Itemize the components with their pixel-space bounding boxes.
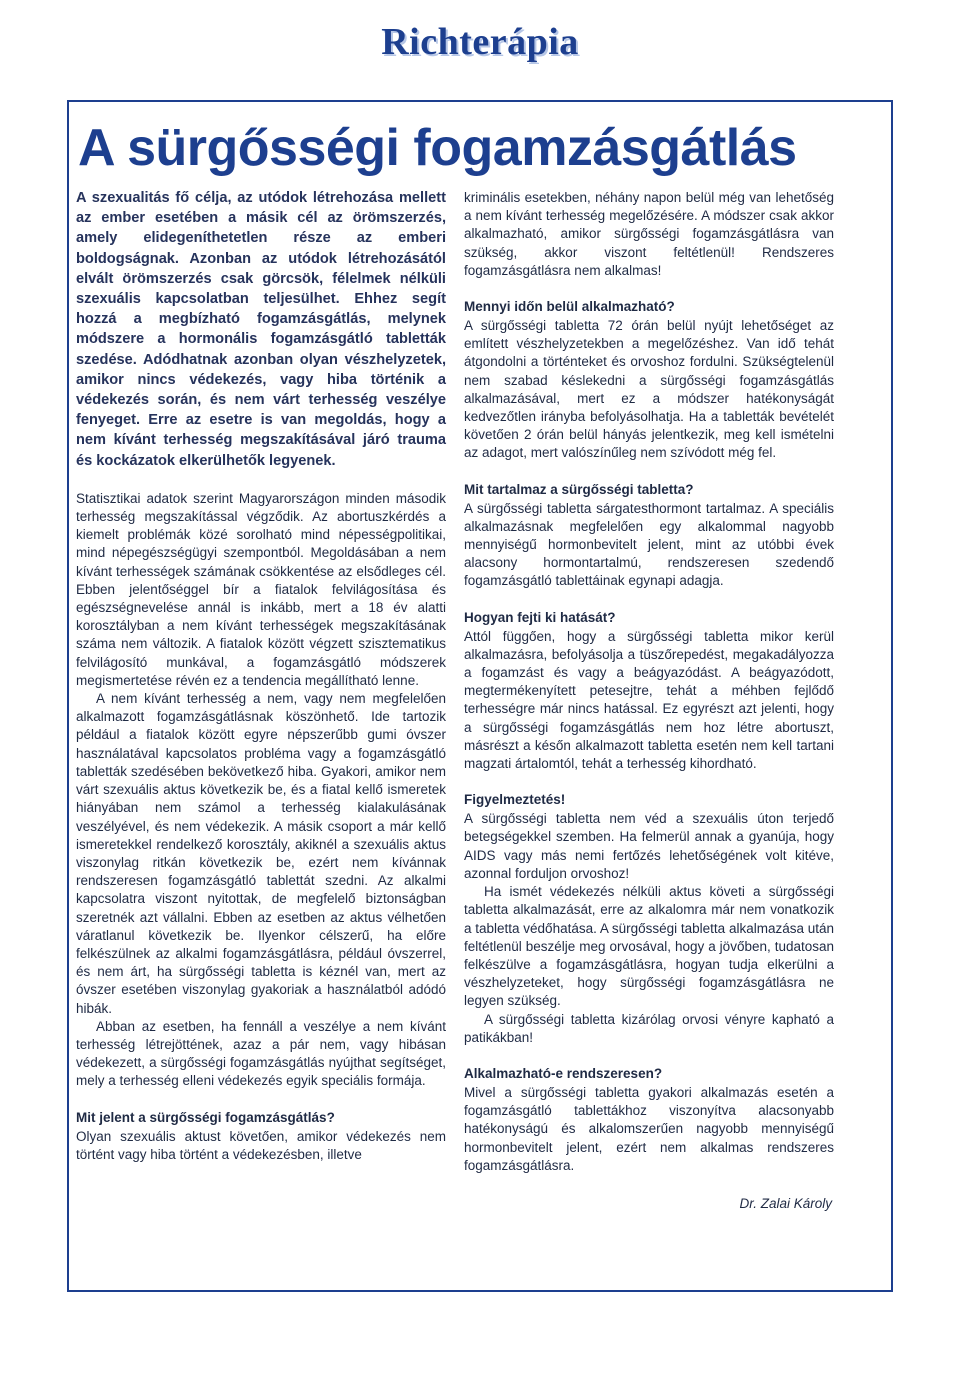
section-heading: Alkalmazható-e rendszeresen? [464, 1065, 663, 1081]
body-paragraph: Statisztikai adatok szerint Magyarországon minden második terhesség megszakítással végződik. Az abortuszkérdés a kiemelt problémák közé sorolható mind népességpolitikai, mind népegészségügyi szempontból. Megoldásában a nem kívánt terhességek számának csökkentése az elsődleges cél. Ebben jelentőséggel bír a fiatalok felvilágosítása és egészségnevelése annál is inkább, mert a 18 év alatti korosztályban a nem kívánt terhességek megszakításának száma nem változik. A fiatalok között végzett szisztematikus felvilágosító munkával, a fogamzásgátló módszerek megismertetése révén ez a tendencia megállítható lenne. [76, 490, 446, 688]
section-heading: Mennyi időn belül alkalmazható? [464, 299, 675, 315]
body-paragraph: A nem kívánt terhesség a nem, vagy nem megfelelően alkalmazott fogamzásgátlásnak köszönhető. Ide tartozik például a fiatalok között egyre népszerűbb gumi óvszer használatával kapcsolatos probléma vagy a fogamzásgátló tabletták szedésében bekövetkező hiba. Gyakori, amikor nem várt szexuális aktus következik be, és a fiatal kellő ismeretek hiányában nem számol a terhesség kialakulásának veszélyével, és nem védekezik. A másik csoport a már kellő ismeretekkel rendelkező korosztály, akiknél a szexuális aktus viszonylag ritkán következik be, ezért nem kívánnak rendszeresen fogamzásgátló tablettát szedni. Az alkalmi kapcsolatra viszont nyitottak, de megfelelő biztonságban szeretnék azt vállalni. Ebben az esetben az aktus vélhetően váratlanul következik be. Ilyenkor célszerű, ha előre felkészülnek az alkalmi fogamzásgátlásra, például óvszerrel, és nem árt, ha sürgősségi tabletta is kéznél van, mert az óvszer esetében viszonylag gyakoriak a használatból adódó hibák. [76, 691, 446, 1016]
section-text: Attól függően, hogy a sürgősségi tabletta mikor kerül alkalmazásra, befolyásolja a tüszőrepedést, megakadályozza a fogamzást és vagy a beágyazódást. A beágyazódott, megtermékenyített petesejtre, tehát a méhben fejlődő terhességre már nincs hatással. Ez egyrészt azt jelenti, hogy a sürgősségi fogamzásgátlás nem hoz létre abortuszt, másrészt a későn alkalmazott tabletta esetén nem kell tartani magzati ártalomtól, tehát a terhesség kihordható. [464, 628, 834, 772]
section-text: Olyan szexuális aktust követően, amikor védekezés nem történt vagy hiba történt a védekezésben, illetve [76, 1128, 446, 1162]
author-signature: Dr. Zalai Károly [739, 1195, 832, 1211]
section-heading: Hogyan fejti ki hatását? [464, 609, 616, 625]
article-lead: A szexualitás fő célja, az utódok létrehozása mellett az ember esetében a másik cél az örömszerzés, amely elidegeníthetetlen része az emberi boldogságnak. Azonban az utódok létrehozásától elvált örömszerzés csak görcsök, félelmek nélküli szexuális kapcsolatban teljesülhet. Ehhez segít hozzá a megbízható fogamzásgátlás, melynek módszere a hormonális fogamzásgátló tabletták szedése. Adódhatnak azonban olyan vészhelyzetek, amikor nincs védekezés, vagy hiba történik a védekezés során, és nem várt terhesség veszélye fenyeget. Erre az esetre is van megoldás, hogy a nem kívánt terhesség megszakításával járó trauma és kockázatok elkerülhetők legyenek. [76, 190, 446, 469]
masthead-logo: Richterápia [381, 21, 579, 63]
masthead [0, 14, 960, 74]
section-text: Ha ismét védekezés nélküli aktus követi a sürgősségi tabletta alkalmazását, erre az alkalomra már nem vonatkozik a tabletta védőhatása. A sürgősségi tabletta alkalmazása után feltétlenül beszélje meg orvosával, hogy a jövőben, tudatosan felkészülve a fogamzásgátlásra, hogyan tudja elkerülni a vészhelyzeteket, hogy sürgősségi fogamzásgátlásra ne legyen szükség. [464, 884, 834, 1009]
section-text: A sürgősségi tabletta 72 órán belül nyújt lehetőséget az említett vészhelyzetekben a megelőzéshez. Van idő tehát átgondolni a történteket és orvoshoz fordulni. Szükségtelenül nem szabad késlekedni a sürgősségi fogamzásgátlás alkalmazásával, mert ez a módszer hatékonyságát kedvezőtlen irányba befolyásolhatja. Ha a tabletták bevételét követően 2 órán belül hányás jelentkezik, meg kell ismételni az adagot, mert valószínűleg nem szívódott még fel. [464, 318, 834, 461]
section-text: A sürgősségi tabletta nem véd a szexuális úton terjedő betegségekkel szemben. Ha felmerül annak a gyanúja, hogy AIDS vagy más nemi fertőzés lehetőségének volt kitéve, azonnal forduljon orvoshoz! [464, 811, 834, 881]
right-column [464, 189, 834, 1213]
article-title: A sürgősségi fogamzásgátlás [78, 119, 797, 177]
section-text: Mivel a sürgősségi tabletta gyakori alkalmazás esetén a fogamzásgátló tablettákhoz viszonyítva alacsonyabb hatékonyságú és alkalomszerűen nagyobb mennyiségű hormonbevitelt jelent, ezért nem alkalmas rendszeres fogamzásgátlásra. [464, 1084, 834, 1173]
section-heading: Figyelmeztetés! [464, 792, 566, 808]
section-text: A sürgősségi tabletta kizárólag orvosi vényre kapható a patikákban! [464, 1011, 834, 1045]
body-paragraph: kriminális esetekben, néhány napon belül még van lehetőség a nem kívánt terhesség megelőzésére. A módszer csak akkor alkalmazható, amikor sürgősségi fogamzásgátlásra van szükség, akkor viszont feltétlenül! Rendszeres fogamzásgátlásra nem alkalmas! [464, 190, 834, 278]
section-text: A sürgősségi tabletta sárgatesthormont tartalmaz. A speciális alkalmazásnak megfelelően egy alkalommal nagyobb mennyiségű hormonbevitelt jelent, mint az utóbbi évek alacsony hormontartalmú, rendszeresen szedendő fogamzásgátló tablettáinak egynapi adagja. [464, 500, 834, 589]
section-heading: Mit tartalmaz a sürgősségi tabletta? [464, 481, 694, 497]
section-heading: Mit jelent a sürgősségi fogamzásgátlás? [76, 1109, 335, 1125]
left-column [76, 188, 446, 1164]
body-paragraph: Abban az esetben, ha fennáll a veszélye a nem kívánt terhesség létrejöttének, azaz a pár nem, vagy hibásan védekezett, a sürgősségi fogamzásgátlás nyújthat segítséget, mely a terhesség elleni védekezés egyik speciális formája. [76, 1018, 446, 1089]
